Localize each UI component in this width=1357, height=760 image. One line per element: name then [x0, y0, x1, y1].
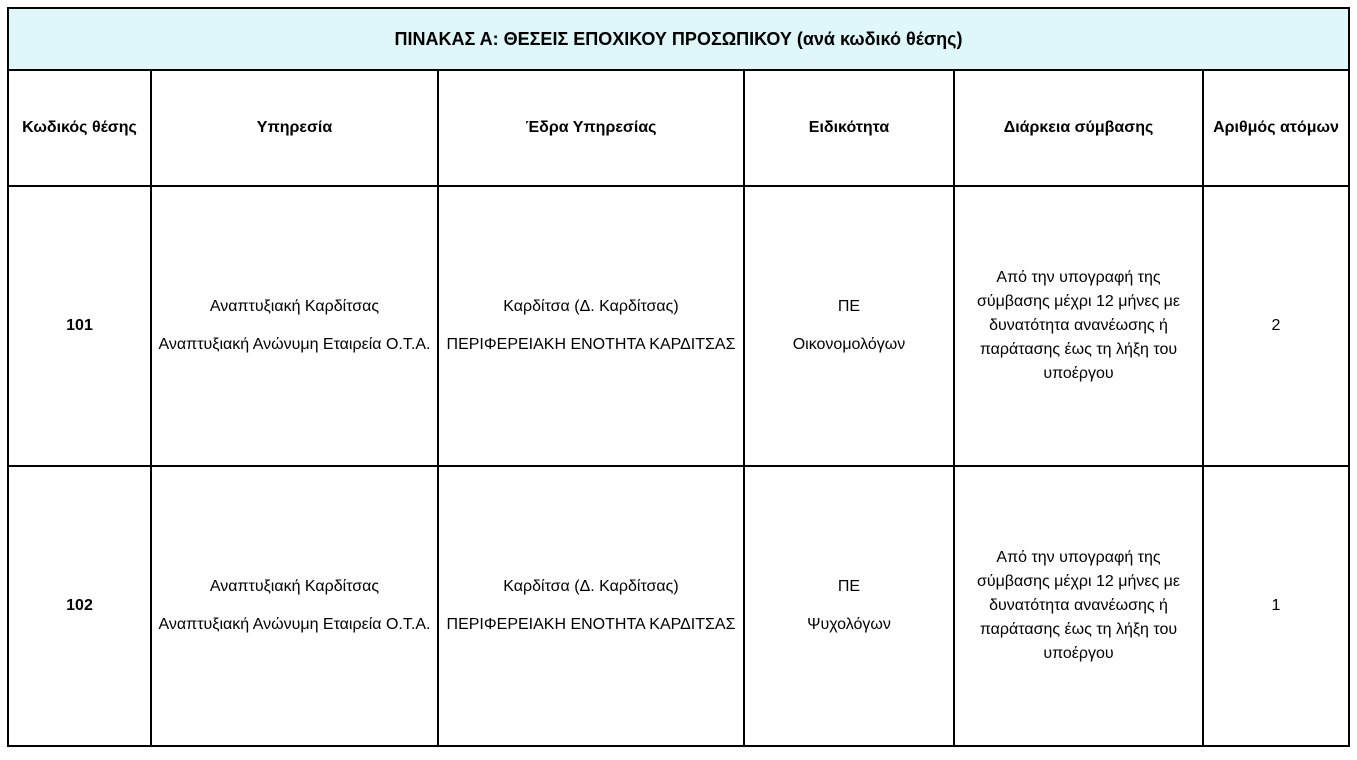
table-row — [8, 186, 1349, 466]
duration-text: Από την υπογραφή της σύμβασης μέχρι 12 μήνες με δυνατότητα ανανέωσης ή παράτασης έως τη λήξη του υποέργου — [976, 549, 1181, 662]
row-code: 102 — [8, 466, 151, 746]
header-specialty: Ειδικότητα — [744, 70, 954, 186]
seat-region: ΠΕΡΙΦΕΡΕΙΑΚΗ ΕΝΟΤΗΤΑ ΚΑΡΔΙΤΣΑΣ — [446, 336, 736, 353]
seat-city: Καρδίτσα (Δ. Καρδίτσας) — [503, 578, 679, 595]
header-count: Αριθμός ατόμων — [1203, 70, 1349, 186]
row-code: 101 — [8, 186, 151, 466]
row-duration — [954, 186, 1203, 466]
row-service — [151, 466, 438, 746]
header-service: Υπηρεσία — [151, 70, 438, 186]
row-duration — [954, 466, 1203, 746]
service-name: Αναπτυξιακή Καρδίτσας — [209, 298, 380, 315]
service-full-name: Αναπτυξιακή Ανώνυμη Εταιρεία Ο.Τ.Α. — [158, 616, 431, 633]
row-count: 1 — [1203, 466, 1349, 746]
positions-table — [7, 7, 1350, 747]
table-row — [8, 466, 1349, 746]
header-code: Κωδικός θέσης — [8, 70, 151, 186]
row-count: 2 — [1203, 186, 1349, 466]
table-title: ΠΙΝΑΚΑΣ Α: ΘΕΣΕΙΣ ΕΠΟΧΙΚΟΥ ΠΡΟΣΩΠΙΚΟΥ (ανά κωδικό θέσης) — [8, 8, 1349, 70]
service-full-name: Αναπτυξιακή Ανώνυμη Εταιρεία Ο.Τ.Α. — [158, 336, 431, 353]
specialty-level: ΠΕ — [837, 578, 861, 595]
specialty-name: Οικονομολόγων — [792, 336, 906, 353]
row-seat — [438, 186, 744, 466]
row-seat — [438, 466, 744, 746]
service-name: Αναπτυξιακή Καρδίτσας — [209, 578, 380, 595]
row-specialty — [744, 186, 954, 466]
specialty-name: Ψυχολόγων — [807, 616, 891, 633]
seat-city: Καρδίτσα (Δ. Καρδίτσας) — [503, 298, 679, 315]
row-service — [151, 186, 438, 466]
specialty-level: ΠΕ — [837, 298, 861, 315]
header-seat: Έδρα Υπηρεσίας — [438, 70, 744, 186]
header-row — [8, 70, 1349, 186]
duration-text: Από την υπογραφή της σύμβασης μέχρι 12 μήνες με δυνατότητα ανανέωσης ή παράτασης έως τη λήξη του υποέργου — [976, 269, 1181, 382]
seat-region: ΠΕΡΙΦΕΡΕΙΑΚΗ ΕΝΟΤΗΤΑ ΚΑΡΔΙΤΣΑΣ — [446, 616, 736, 633]
table-title-row — [8, 8, 1349, 70]
row-specialty — [744, 466, 954, 746]
header-duration: Διάρκεια σύμβασης — [954, 70, 1203, 186]
